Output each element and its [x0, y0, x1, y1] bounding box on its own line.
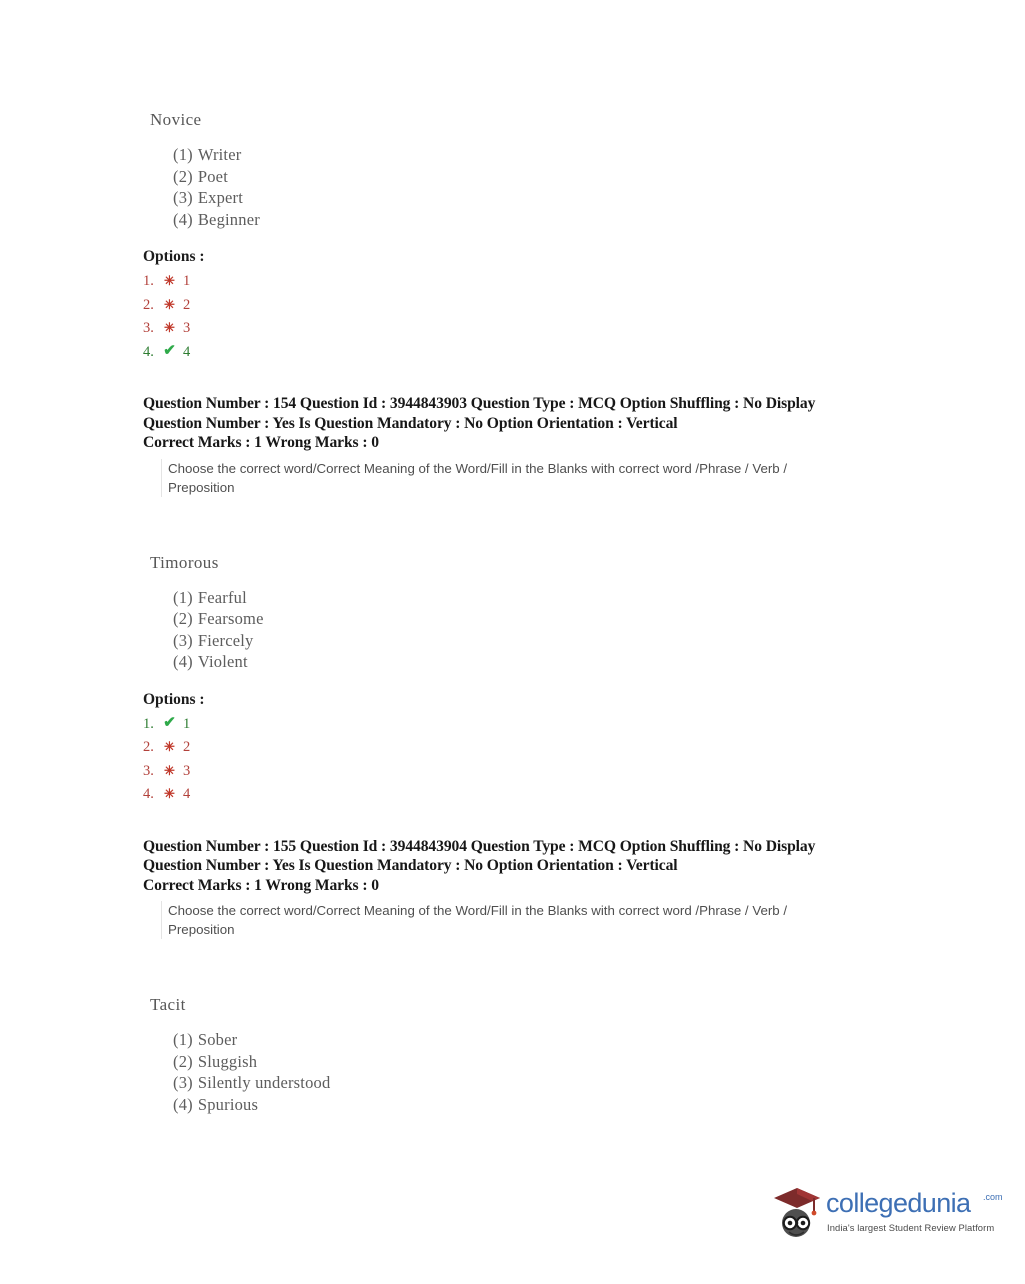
option-value: 2 [183, 296, 191, 313]
choice-text: Silently understood [197, 1073, 331, 1092]
instruction-text: Choose the correct word/Correct Meaning of the Word/Fill in the Blanks with correct word /Phrase / Verb / Preposition [161, 459, 851, 497]
question-block-timorous [143, 553, 873, 807]
option-value: 2 [183, 739, 191, 756]
option-row [143, 760, 873, 784]
meta-line-3: Correct Marks : 1 Wrong Marks : 0 [143, 876, 379, 894]
collegedunia-logo [770, 1178, 1003, 1256]
question-block-tacit [143, 995, 873, 1115]
choice-number: (2) [173, 609, 193, 628]
option-row [143, 270, 873, 294]
choice-text: Violent [197, 652, 248, 671]
choice-number: (3) [173, 630, 193, 650]
choice-text: Fearful [197, 587, 247, 607]
choice-list [173, 144, 873, 230]
choice-text: Spurious [197, 1094, 259, 1114]
choice-number: (2) [173, 166, 193, 186]
option-row [143, 341, 873, 365]
choice-item [173, 1029, 873, 1051]
option-row [143, 713, 873, 737]
choice-item [173, 166, 873, 188]
choice-number: (4) [173, 209, 193, 229]
choice-item [173, 144, 873, 166]
question-stem: Tacit [150, 995, 186, 1014]
choice-item [173, 209, 873, 231]
option-value: 4 [183, 786, 191, 803]
choice-item [173, 587, 873, 609]
choice-number: (3) [173, 1073, 193, 1092]
choice-item [173, 651, 873, 673]
option-index: 1. [143, 273, 154, 290]
check-icon: ✔ [163, 342, 176, 359]
cross-icon: ✳ [164, 320, 175, 336]
options-label: Options : [143, 690, 205, 708]
cross-icon: ✳ [164, 739, 175, 755]
option-value: 3 [183, 320, 191, 337]
choice-number: (1) [173, 1030, 193, 1049]
choice-number: (3) [173, 188, 193, 207]
choice-text: Writer [197, 145, 242, 164]
logo-tagline: India's largest Student Review Platform [827, 1222, 995, 1233]
question-block-novice [143, 110, 873, 364]
meta-line-1: Question Number : 154 Question Id : 3944843903 Question Type : MCQ Option Shuffling : No Display [143, 395, 816, 412]
choice-item [173, 187, 873, 209]
choice-item [173, 1094, 873, 1116]
question-meta [143, 837, 873, 896]
option-index: 4. [143, 343, 154, 360]
choice-number: (2) [173, 1051, 193, 1071]
option-value: 1 [183, 273, 191, 290]
choice-text: Fiercely [197, 630, 254, 650]
question-meta [143, 394, 873, 453]
check-icon: ✔ [163, 714, 176, 731]
cross-icon: ✳ [164, 273, 175, 289]
option-row [143, 783, 873, 807]
option-row [143, 294, 873, 318]
logo-domain-suffix: .com [983, 1192, 1003, 1202]
cross-icon: ✳ [164, 296, 175, 312]
cross-icon: ✳ [164, 786, 175, 802]
option-value: 3 [183, 762, 191, 779]
option-index: 3. [143, 762, 154, 779]
choice-text: Sluggish [197, 1051, 258, 1071]
meta-line-2: Question Number : Yes Is Question Mandatory : No Option Orientation : Vertical [143, 414, 678, 432]
option-index: 1. [143, 715, 154, 732]
choice-item [173, 608, 873, 630]
option-value: 1 [183, 715, 191, 732]
choice-list [173, 587, 873, 673]
options-label: Options : [143, 248, 205, 265]
option-index: 3. [143, 320, 154, 337]
option-value: 4 [183, 343, 191, 360]
choice-item [173, 1051, 873, 1073]
choice-text: Poet [197, 166, 228, 186]
choice-text: Beginner [197, 209, 260, 229]
meta-line-3: Correct Marks : 1 Wrong Marks : 0 [143, 434, 379, 451]
choice-item [173, 1072, 873, 1094]
choice-number: (1) [173, 145, 193, 164]
choice-text: Expert [197, 188, 244, 207]
question-stem: Timorous [150, 552, 219, 572]
choice-item [173, 630, 873, 652]
meta-line-1: Question Number : 155 Question Id : 3944843904 Question Type : MCQ Option Shuffling : No Display [143, 837, 816, 855]
choice-list [173, 1029, 873, 1115]
instruction-text: Choose the correct word/Correct Meaning of the Word/Fill in the Blanks with correct word /Phrase / Verb / Preposition [161, 901, 851, 939]
document-content [143, 110, 873, 1133]
choice-number: (1) [173, 587, 193, 607]
meta-line-2: Question Number : Yes Is Question Mandatory : No Option Orientation : Vertical [143, 857, 678, 874]
choice-text: Sober [197, 1030, 238, 1049]
graduate-mascot-icon [770, 1182, 824, 1238]
option-index: 2. [143, 296, 154, 313]
choice-number: (4) [173, 652, 193, 671]
choice-text: Fearsome [197, 609, 264, 628]
option-row [143, 317, 873, 341]
option-index: 4. [143, 786, 154, 803]
option-index: 2. [143, 739, 154, 756]
question-stem: Novice [150, 110, 202, 129]
cross-icon: ✳ [164, 762, 175, 778]
choice-number: (4) [173, 1094, 193, 1114]
logo-wordmark: collegedunia [826, 1188, 971, 1218]
option-row [143, 736, 873, 760]
